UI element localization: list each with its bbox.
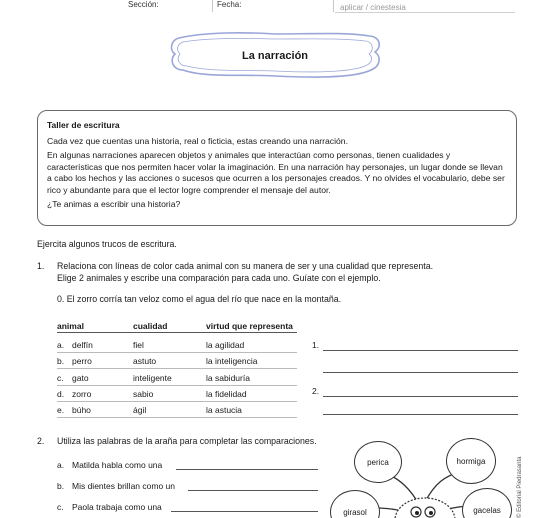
animal-cell: delfín (72, 340, 93, 350)
fill-in-line[interactable] (171, 511, 318, 512)
answer-number: 2. (312, 386, 320, 396)
animal-cell: perro (72, 356, 92, 366)
item-text: Paola trabaja como una (72, 502, 162, 512)
answer-line[interactable] (323, 414, 518, 415)
header-underline (335, 12, 515, 13)
row-separator (57, 417, 297, 418)
column-header-virtue: virtud que representa (206, 321, 293, 331)
title-banner (165, 28, 385, 82)
exercise1-number: 1. (37, 261, 45, 271)
fill-in-line[interactable] (188, 490, 318, 491)
spider-word: perica (367, 457, 389, 467)
exercise1-instructions: Elige 2 animales y escribe una comparación para cada uno. Guíate con el ejemplo. (57, 273, 381, 283)
section-label: Sección: (128, 0, 159, 9)
quality-cell: astuto (133, 356, 157, 366)
row-letter: a. (57, 340, 65, 350)
row-letter: e. (57, 405, 65, 415)
workshop-paragraph: En algunas narraciones aparecen objetos y animales que interactúan como personas, tienen cualidades y características que nos permiten hacer volar la imaginación. En una narración hay personajes, un lugar donde se llevan a cabo los hechos y las acciones o sucesos que ocurren a los personajes creados. Y no olvides el vocabulario, debe ser rico y abundante para que el lector logre comprender el mensaje del autor. (47, 150, 505, 195)
item-text: Mis dientes brillan como un (72, 481, 175, 491)
animal-cell: búho (72, 405, 91, 415)
spider-word-bubble (446, 438, 496, 484)
exercise-intro: Ejercita algunos trucos de escritura. (37, 239, 177, 249)
answer-number: 1. (312, 340, 320, 350)
spider-word: hormiga (456, 456, 486, 466)
publisher-credit: © Editorial Piedrasanta (517, 456, 523, 518)
row-letter: c. (57, 373, 64, 383)
column-header-animal: animal (57, 321, 84, 331)
row-letter: d. (57, 389, 65, 399)
item-text: Matilda habla como una (72, 460, 163, 470)
row-letter: b. (57, 356, 65, 366)
exercise2-instructions: Utiliza las palabras de la araña para completar las comparaciones. (57, 436, 317, 446)
item-letter: a. (57, 460, 65, 470)
virtue-cell: la fidelidad (206, 389, 247, 399)
header-divider (333, 0, 334, 12)
quality-cell: ágil (133, 405, 147, 415)
virtue-cell: la astucia (206, 405, 242, 415)
workshop-title: Taller de escritura (47, 120, 120, 130)
row-separator (57, 368, 297, 369)
virtue-cell: la sabiduría (206, 373, 250, 383)
column-header-quality: cualidad (133, 321, 168, 331)
date-label: Fecha: (217, 0, 242, 9)
item-letter: c. (57, 502, 64, 512)
animal-cell: gato (72, 373, 89, 383)
workshop-paragraph: Cada vez que cuentas una historia, real o ficticia, estas creando una narración. (47, 136, 348, 146)
quality-cell: fiel (133, 340, 144, 350)
animal-cell: zorro (72, 389, 92, 399)
page-title: La narración (241, 50, 309, 62)
exercise1-instructions: Relaciona con líneas de color cada animal con su manera de ser y una cualidad que representa. (57, 261, 434, 271)
row-separator (57, 352, 297, 353)
row-separator (57, 385, 297, 386)
header-divider (212, 0, 213, 12)
spider-word: girasol (343, 507, 367, 517)
quality-cell: sabio (133, 389, 154, 399)
answer-line[interactable] (323, 372, 518, 373)
spider-word-bubble (354, 441, 402, 483)
item-letter: b. (57, 481, 65, 491)
writing-workshop-box (37, 110, 517, 226)
row-separator (57, 401, 297, 402)
page-header (0, 0, 550, 14)
answer-line[interactable] (323, 350, 518, 351)
quality-cell: inteligente (133, 373, 172, 383)
table-header-rule (57, 332, 297, 333)
answer-line[interactable] (323, 396, 518, 397)
skill-note: aplicar / cinestesia (340, 3, 406, 12)
virtue-cell: la inteligencia (206, 356, 258, 366)
virtue-cell: la agilidad (206, 340, 245, 350)
spider-word: gacelas (473, 505, 501, 515)
workshop-paragraph: ¿Te animas a escribir una historia? (47, 199, 181, 210)
exercise1-example: 0. El zorro corría tan veloz como el agua del río que nace en la montaña. (57, 294, 342, 304)
exercise2-number: 2. (37, 436, 45, 446)
fill-in-line[interactable] (176, 469, 318, 470)
